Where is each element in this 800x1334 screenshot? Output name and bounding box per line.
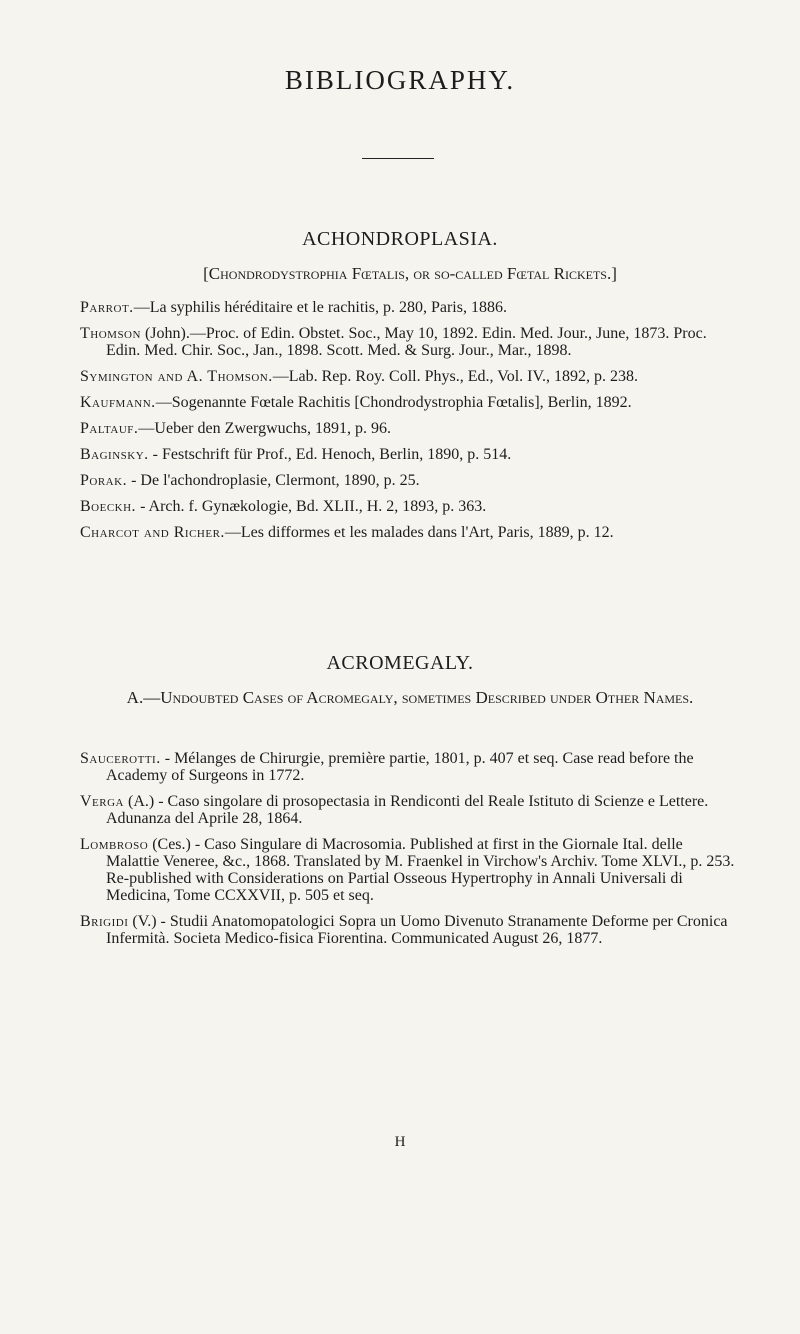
signature-mark: H — [394, 1134, 406, 1150]
entry-author: Baginsky. — [80, 446, 149, 463]
entry-author: Symington and A. Thomson. — [80, 368, 273, 385]
entry-list-achondroplasia — [80, 299, 740, 550]
section-subheading-acromegaly: A.—Undoubted Cases of Acromegaly, sometimes Described under Other Names. — [126, 688, 694, 707]
bibliography-entry — [80, 394, 740, 411]
entry-author: Saucerotti. — [80, 750, 161, 767]
entry-text: (A.) - Caso singolare di prosopectasia in Rendiconti del Reale Istituto di Scienze e Lettere. Adunanza del Aprile 28, 1864. — [106, 793, 709, 827]
entry-text: (John).—Proc. of Edin. Obstet. Soc., May 10, 1892. Edin. Med. Jour., June, 1873. Proc. Edin. Med. Chir. Soc., Jan., 1898. Scott. Med. & Surg. Jour., Mar., 1898. — [106, 325, 707, 359]
entry-text: - De l'achondroplasie, Clermont, 1890, p. 25. — [127, 472, 420, 489]
entry-author: Lombroso — [80, 836, 149, 853]
entry-text: - Mélanges de Chirurgie, première partie, 1801, p. 407 et seq. Case read before the Academy of Surgeons in 1772. — [106, 750, 694, 784]
entry-text: —La syphilis héréditaire et le rachitis, p. 280, Paris, 1886. — [133, 299, 507, 316]
entry-text: (Ces.) - Caso Singulare di Macrosomia. Published at first in the Giornale Ital. delle Malattie Veneree, &c., 1868. Translated by M. Fraenkel in Virchow's Archiv. Tome XLVI., p. 253. Re-published with Considerations on Partial Osseous Hypertrophy in Annali Universali di Medicina, Tome CCXXVII, p. 505 et seq. — [106, 836, 735, 904]
bibliography-entry — [80, 472, 740, 489]
bibliography-entry — [80, 836, 740, 904]
bibliography-entry — [80, 420, 740, 437]
bibliography-entry — [80, 325, 740, 359]
section-heading-acromegaly: ACROMEGALY. — [326, 652, 474, 674]
entry-author: Charcot and Richer. — [80, 524, 225, 541]
bibliography-entry — [80, 913, 740, 947]
bibliography-entry — [80, 368, 740, 385]
page-title: BIBLIOGRAPHY. — [284, 65, 516, 95]
bibliography-entry — [80, 498, 740, 515]
bibliography-entry — [80, 793, 740, 827]
entry-author: Parrot. — [80, 299, 134, 316]
entry-text: - Festschrift für Prof., Ed. Henoch, Berlin, 1890, p. 514. — [148, 446, 512, 463]
entry-text: —Ueber den Zwergwuchs, 1891, p. 96. — [138, 420, 391, 437]
title-rule — [362, 158, 434, 159]
entry-author: Kaufmann. — [80, 394, 156, 411]
entry-author: Verga — [80, 793, 124, 810]
entry-text: —Lab. Rep. Roy. Coll. Phys., Ed., Vol. IV., 1892, p. 238. — [272, 368, 638, 385]
entry-author: Boeckh. — [80, 498, 137, 515]
bibliography-entry — [80, 446, 740, 463]
entry-text: - Arch. f. Gynækologie, Bd. XLII., H. 2, 1893, p. 363. — [136, 498, 487, 515]
entry-author: Paltauf. — [80, 420, 139, 437]
entry-author: Thomson — [80, 325, 141, 342]
entry-author: Brigidi — [80, 913, 129, 930]
entry-author: Porak. — [80, 472, 128, 489]
entry-text: —Sogenannte Fœtale Rachitis [Chondrodystrophia Fœtalis], Berlin, 1892. — [155, 394, 632, 411]
entry-list-acromegaly — [80, 750, 740, 956]
section-heading-achondroplasia: ACHONDROPLASIA. — [302, 228, 498, 250]
bibliography-entry — [80, 299, 740, 316]
bibliography-entry — [80, 750, 740, 784]
entry-text: —Les difformes et les malades dans l'Art, Paris, 1889, p. 12. — [224, 524, 614, 541]
entry-text: (V.) - Studii Anatomopatologici Sopra un Uomo Divenuto Stranamente Deforme per Cronica Infermità. Societa Medico-fisica Fiorentina. Communicated August 26, 1877. — [106, 913, 728, 947]
section-subheading-achondroplasia: [Chondrodystrophia Fœtalis, or so-called Fœtal Rickets.] — [203, 264, 617, 283]
bibliography-entry — [80, 524, 740, 541]
